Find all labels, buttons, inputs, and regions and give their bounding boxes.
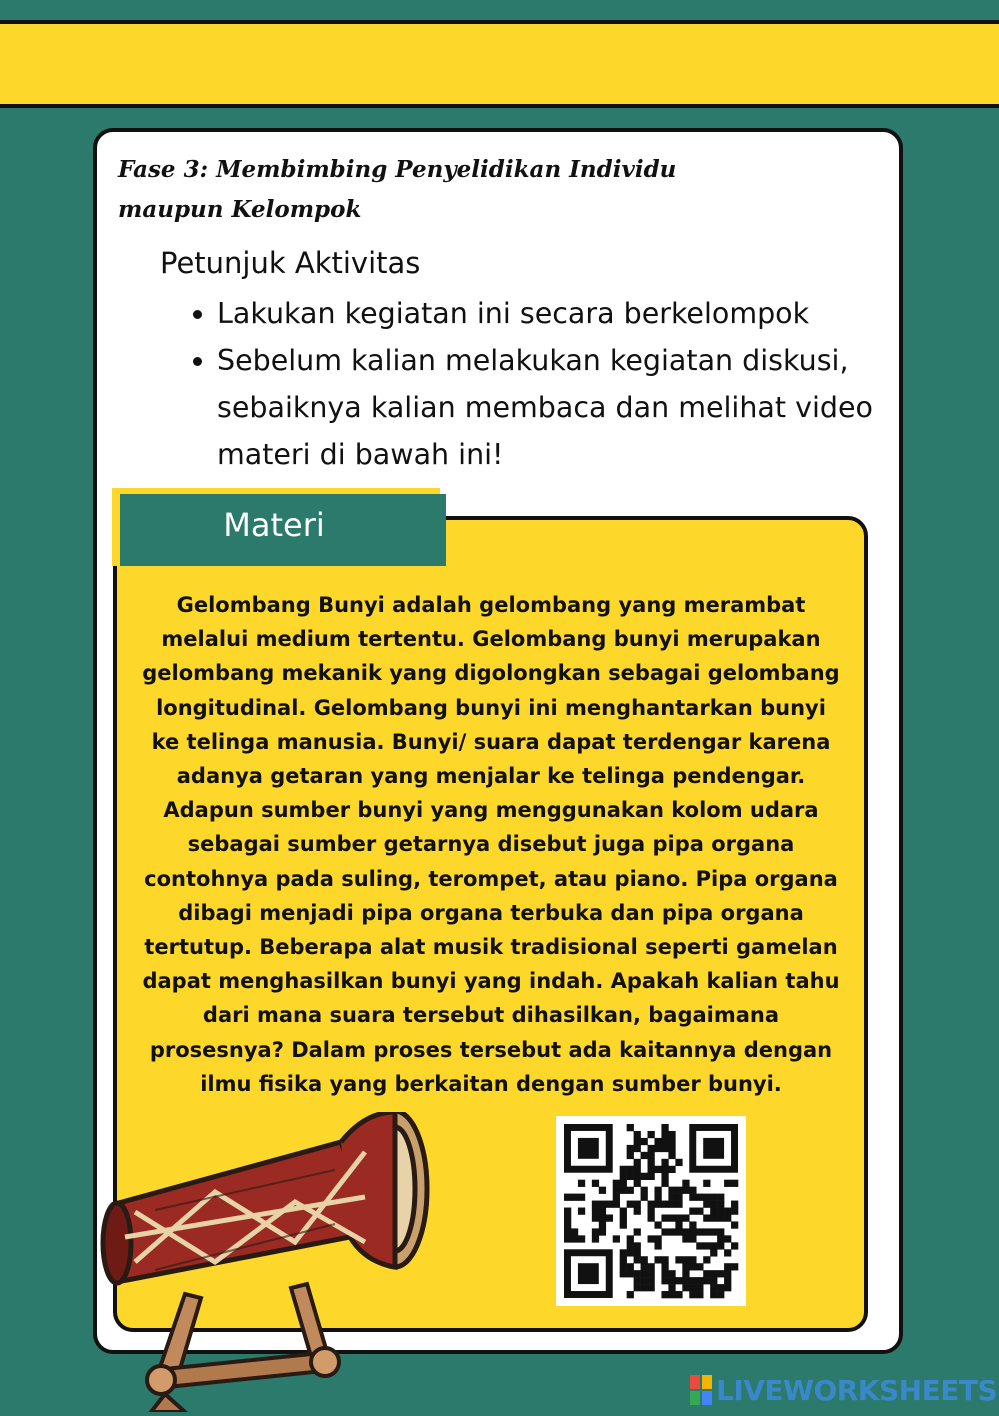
phase-title-line-2: maupun Kelompok (118, 196, 362, 223)
materi-line: ilmu fisika yang berkaitan dengan sumber bunyi. (200, 1071, 782, 1096)
watermark-text: LIVEWORKSHEETS (716, 1373, 998, 1407)
materi-line: sebagai sumber getarnya disebut juga pipa organa (187, 832, 795, 857)
instruction-item: • Lakukan kegiatan ini secara berkelompok (217, 290, 907, 337)
materi-line: dari mana suara tersebut dihasilkan, bagaimana (202, 1003, 780, 1028)
liveworksheets-logo-icon (690, 1375, 712, 1405)
materi-line: tertutup. Beberapa alat musik tradisional seperti gamelan (144, 935, 838, 960)
materi-line: longitudinal. Gelombang bunyi ini menghantarkan bunyi (156, 695, 826, 720)
phase-title-line-1: Fase 3: Membimbing Penyelidikan Individu (118, 156, 677, 183)
materi-line: prosesnya? Dalam proses tersebut ada kaitannya dengan (149, 1037, 833, 1062)
activity-instructions-list (180, 290, 907, 478)
liveworksheets-watermark[interactable] (690, 1372, 997, 1408)
materi-line: Adapun sumber bunyi yang menggunakan kolom udara (163, 798, 819, 823)
materi-line: melalui medium tertentu. Gelombang bunyi merupakan (161, 627, 821, 652)
qr-code-icon[interactable] (556, 1116, 746, 1306)
materi-line: dapat menghasilkan bunyi yang indah. Apakah kalian tahu (142, 969, 840, 994)
materi-line: gelombang mekanik yang digolongkan sebagai gelombang (142, 661, 840, 686)
materi-line: dibagi menjadi pipa organa terbuka dan pipa organa (178, 900, 804, 925)
materi-tab (120, 494, 446, 566)
materi-line: adanya getaran yang menjalar ke telinga pendengar. (176, 764, 806, 789)
phase-title (118, 150, 878, 230)
materi-tab-label: Materi (223, 506, 325, 544)
materi-line: contohnya pada suling, terompet, atau piano. Pipa organa (144, 866, 838, 891)
top-banner (0, 20, 999, 108)
materi-line: Gelombang Bunyi adalah gelombang yang merambat (176, 593, 806, 617)
materi-paragraph (131, 588, 851, 1101)
kendang-drum-illustration (95, 1112, 445, 1412)
instruction-item: • Sebelum kalian melakukan kegiatan diskusi, sebaiknya kalian membaca dan melihat video materi di bawah ini! (217, 337, 907, 478)
materi-line: ke telinga manusia. Bunyi/ suara dapat terdengar karena (151, 729, 831, 754)
activity-instructions-title: Petunjuk Aktivitas (160, 246, 421, 280)
